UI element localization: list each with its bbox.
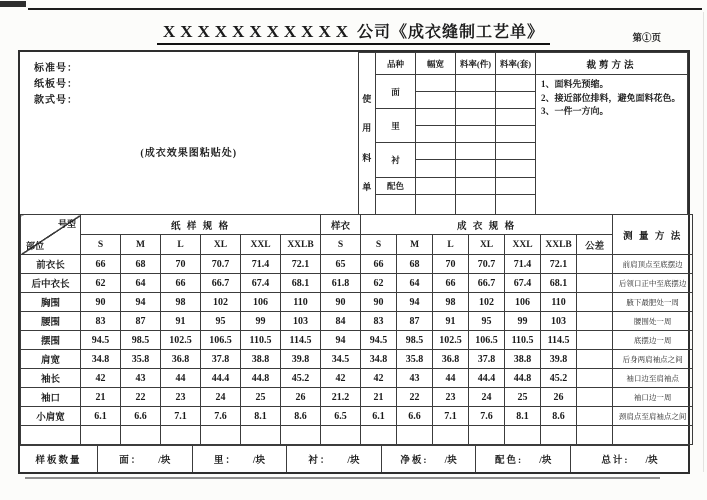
garment-spec-value: 70.7 [469,255,505,274]
empty-cell [416,75,456,92]
garment-spec-value: 22 [397,388,433,407]
fabric-row-label: 配色 [376,178,416,195]
garment-spec-value: 87 [397,312,433,331]
garment-spec-value: 114.5 [541,331,577,350]
board-no-label: 纸板号： [34,79,78,90]
footer-item [193,446,288,472]
paper-spec-value: 87 [121,312,161,331]
paper-spec-value: 68.1 [281,274,321,293]
paper-spec-value: 66.7 [201,274,241,293]
page-number: 第①页 [632,34,661,44]
garment-spec-value: 68 [397,255,433,274]
garment-spec-value: 66.7 [469,274,505,293]
size-spec-table [20,214,693,445]
garment-spec-value: 37.8 [469,350,505,369]
empty-cell [416,92,456,109]
fabric-row-label: 面 [376,75,416,109]
size-table-row [21,407,693,426]
paper-spec-value: 71.4 [241,255,281,274]
fabric-row-label: 里 [376,109,416,143]
size-header: XL [201,235,241,255]
garment-spec-value: 102 [469,293,505,312]
part-name: 袖口 [21,388,81,407]
empty-cell [496,92,536,109]
sample-value: 84 [321,312,361,331]
paper-spec-value: 44.4 [201,369,241,388]
garment-spec-value: 23 [433,388,469,407]
paper-spec-value: 110 [281,293,321,312]
vertical-label-char: 使 [362,93,372,104]
measure-method: 袖口边一周 [613,388,693,407]
paper-spec-value: 67.4 [241,274,281,293]
garment-spec-value: 110.5 [505,331,541,350]
paper-spec-value: 98 [161,293,201,312]
size-table-row [21,388,693,407]
footer-item-value: /块 [539,456,552,466]
vertical-label-char: 料 [362,152,372,163]
empty-cell [416,178,456,195]
garment-spec-value: 91 [433,312,469,331]
group-header-garment: 成 衣 规 格 [361,215,613,235]
paper-spec-value [241,426,281,445]
garment-spec-value: 83 [361,312,397,331]
empty-cell [456,143,496,160]
paper-spec-value: 38.8 [241,350,281,369]
paper-spec-value: 43 [121,369,161,388]
tolerance-value [577,274,613,293]
cutting-step: 2、接近部位排料，避免面料花色。 [541,92,681,103]
sketch-placeholder: (成衣效果图粘贴处) [140,148,238,159]
garment-spec-value: 98 [433,293,469,312]
paper-spec-value: 99 [241,312,281,331]
paper-spec-value: 83 [81,312,121,331]
paper-spec-value [201,426,241,445]
paper-spec-value: 95 [201,312,241,331]
tolerance-value [577,426,613,445]
sample-value: 21.2 [321,388,361,407]
tolerance-value [577,407,613,426]
footer-item [382,446,477,472]
corner-label-size: 号型 [57,219,76,229]
measure-method [613,426,693,445]
paper-spec-value [121,426,161,445]
paper-spec-value: 39.8 [281,350,321,369]
sample-value [321,426,361,445]
garment-spec-value: 67.4 [505,274,541,293]
garment-spec-value: 102.5 [433,331,469,350]
size-header: L [161,235,201,255]
garment-spec-value: 64 [397,274,433,293]
empty-cell [456,126,496,143]
paper-spec-value: 98.5 [121,331,161,350]
paper-spec-value: 25 [241,388,281,407]
paper-spec-value: 90 [81,293,121,312]
garment-spec-value: 90 [361,293,397,312]
footer-item-label: 面： [119,456,143,466]
empty-cell [376,195,416,215]
empty-cell [456,92,496,109]
paper-spec-value: 24 [201,388,241,407]
paper-spec-value: 35.8 [121,350,161,369]
garment-spec-value: 72.1 [541,255,577,274]
company-placeholder: XXXXXXXXXXX [162,22,354,41]
footer-item [287,446,382,472]
size-header: S [361,235,397,255]
empty-cell [496,109,536,126]
paper-spec-value: 70.7 [201,255,241,274]
size-table-row [21,350,693,369]
garment-spec-value: 8.6 [541,407,577,426]
tolerance-header: 公差 [577,235,613,255]
footer-item [98,446,193,472]
sample-value: 6.5 [321,407,361,426]
size-header: XXL [505,235,541,255]
paper-spec-value: 7.1 [161,407,201,426]
size-table-row [21,426,693,445]
paper-spec-value: 94.5 [81,331,121,350]
garment-spec-value: 38.8 [505,350,541,369]
part-name: 袖长 [21,369,81,388]
garment-spec-value: 24 [469,388,505,407]
tolerance-value [577,350,613,369]
paper-spec-value: 91 [161,312,201,331]
paper-spec-value: 26 [281,388,321,407]
garment-spec-value: 7.1 [433,407,469,426]
garment-spec-value: 7.6 [469,407,505,426]
empty-cell [416,195,456,215]
size-table-row [21,293,693,312]
paper-spec-value: 8.6 [281,407,321,426]
paper-spec-value: 64 [121,274,161,293]
cutting-step: 1、面料先预缩。 [541,79,609,89]
paper-spec-value [161,426,201,445]
garment-spec-value: 106.5 [469,331,505,350]
fabric-col-header: 料率(件) [456,53,496,75]
fabric-col-header: 幅宽 [416,53,456,75]
paper-spec-value: 23 [161,388,201,407]
fabric-col-header: 品种 [376,53,416,75]
empty-cell [496,195,536,215]
fabric-vertical-label-cell [359,53,376,215]
empty-cell [496,75,536,92]
cutting-method-cell [536,75,688,215]
empty-cell [416,160,456,178]
part-name: 小肩宽 [21,407,81,426]
size-header: S [81,235,121,255]
tolerance-value [577,255,613,274]
paper-spec-value: 68 [121,255,161,274]
empty-cell [456,109,496,126]
bottom-rule [25,477,660,479]
paper-spec-value: 114.5 [281,331,321,350]
footer-item [476,446,571,472]
part-name [21,426,81,445]
paper-spec-value: 22 [121,388,161,407]
paper-spec-value: 62 [81,274,121,293]
paper-spec-value: 70 [161,255,201,274]
footer-item-label: 里： [213,456,237,466]
footer-label: 样板数量 [20,446,98,472]
tolerance-value [577,369,613,388]
garment-spec-value: 94.5 [361,331,397,350]
empty-cell [456,195,496,215]
garment-spec-value: 110 [541,293,577,312]
page-title [157,19,550,45]
cutting-step: 3、一件一方向。 [541,106,609,116]
garment-spec-value: 62 [361,274,397,293]
part-name: 肩宽 [21,350,81,369]
info-labels [20,52,358,109]
tolerance-value [577,293,613,312]
garment-spec-value [469,426,505,445]
top-rule [28,8,702,10]
sample-value: 65 [321,255,361,274]
measure-method: 袖口边至肩袖点 [613,369,693,388]
size-header: XL [469,235,505,255]
footer-item-value: /块 [347,456,360,466]
size-header: XXL [241,235,281,255]
vertical-label-char: 单 [362,182,372,193]
garment-spec-value: 44 [433,369,469,388]
garment-spec-value: 98.5 [397,331,433,350]
fabric-col-header: 料率(套) [496,53,536,75]
garment-spec-value: 35.8 [397,350,433,369]
garment-spec-value: 44.4 [469,369,505,388]
tolerance-value [577,388,613,407]
paper-spec-value: 66 [161,274,201,293]
footer-item-label: 配色: [495,456,524,466]
size-table-row [21,312,693,331]
sample-value: 90 [321,293,361,312]
paper-spec-value: 66 [81,255,121,274]
paper-spec-value: 102.5 [161,331,201,350]
empty-cell [416,126,456,143]
paper-spec-value: 7.6 [201,407,241,426]
group-header-paper: 纸 样 规 格 [81,215,321,235]
empty-cell [496,126,536,143]
garment-spec-value: 21 [361,388,397,407]
process-sheet-table [18,50,690,474]
footer-item-value: /块 [252,456,265,466]
sample-size-header: S [321,235,361,255]
garment-spec-value: 71.4 [505,255,541,274]
paper-spec-value [281,426,321,445]
fabric-row-label: 衬 [376,143,416,178]
footer-item-label: 衬： [308,456,332,466]
empty-cell [416,143,456,160]
tolerance-value [577,312,613,331]
vertical-label-char: 用 [362,123,372,134]
footer-item-label: 净板: [400,456,429,466]
garment-spec-value: 39.8 [541,350,577,369]
scan-corner-mark [0,1,26,7]
size-header: XXLB [281,235,321,255]
garment-spec-value [505,426,541,445]
garment-spec-value: 68.1 [541,274,577,293]
sample-value: 34.5 [321,350,361,369]
garment-spec-value: 45.2 [541,369,577,388]
paper-spec-value: 106.5 [201,331,241,350]
footer-item-value: /块 [444,456,457,466]
empty-cell [456,178,496,195]
footer-row [20,445,688,472]
paper-spec-value: 6.6 [121,407,161,426]
empty-cell [416,109,456,126]
garment-spec-value [433,426,469,445]
size-header: L [433,235,469,255]
paper-spec-value: 37.8 [201,350,241,369]
garment-spec-value: 44.8 [505,369,541,388]
corner-cell [21,215,81,255]
garment-spec-value: 6.1 [361,407,397,426]
group-header-measure: 测 量 方 法 [613,215,693,255]
style-no-label: 款式号： [34,95,78,106]
paper-spec-value: 36.8 [161,350,201,369]
paper-spec-value: 45.2 [281,369,321,388]
paper-spec-value: 8.1 [241,407,281,426]
measure-method: 腋下最肥处一周 [613,293,693,312]
empty-cell [496,160,536,178]
paper-spec-value: 94 [121,293,161,312]
part-name: 后中衣长 [21,274,81,293]
garment-spec-value: 42 [361,369,397,388]
garment-spec-value: 25 [505,388,541,407]
empty-cell [456,160,496,178]
document-header [0,19,707,45]
garment-spec-value: 43 [397,369,433,388]
footer-item-value: /块 [645,456,658,466]
paper-spec-value: 42 [81,369,121,388]
paper-spec-value: 72.1 [281,255,321,274]
scan-edge-line [703,12,704,472]
size-header: M [397,235,433,255]
garment-spec-value: 8.1 [505,407,541,426]
size-table-row [21,274,693,293]
footer-item-label: 总计: [601,456,630,466]
measure-method: 后领口正中至底摆边 [613,274,693,293]
info-panel [20,52,359,214]
garment-spec-value [361,426,397,445]
paper-spec-value: 21 [81,388,121,407]
measure-method: 腰围处一周 [613,312,693,331]
footer-item-value: /块 [158,456,171,466]
cutting-steps [536,75,687,119]
size-table-row [21,331,693,350]
paper-spec-value: 102 [201,293,241,312]
garment-spec-value: 66 [433,274,469,293]
garment-spec-value: 36.8 [433,350,469,369]
fabric-vertical-label [359,58,376,210]
standard-no-label: 标准号： [34,63,78,74]
size-table-row [21,369,693,388]
sample-value: 94 [321,331,361,350]
garment-spec-value: 34.8 [361,350,397,369]
size-table-row [21,255,693,274]
paper-spec-value: 44.8 [241,369,281,388]
garment-spec-value: 70 [433,255,469,274]
empty-cell [456,75,496,92]
paper-spec-value: 44 [161,369,201,388]
cutting-method-header: 裁剪方法 [536,53,688,75]
garment-spec-value [541,426,577,445]
document-title-text: 公司《成衣缝制工艺单》 [357,24,545,41]
footer-item [571,446,688,472]
paper-spec-value: 103 [281,312,321,331]
paper-spec-value: 6.1 [81,407,121,426]
measure-method: 底摆边一周 [613,331,693,350]
garment-spec-value: 26 [541,388,577,407]
garment-spec-value: 106 [505,293,541,312]
measure-method: 颈肩点至肩袖点之间 [613,407,693,426]
paper-spec-value: 106 [241,293,281,312]
garment-spec-value: 6.6 [397,407,433,426]
garment-spec-value [397,426,433,445]
part-name: 胸围 [21,293,81,312]
size-header: M [121,235,161,255]
part-name: 前衣长 [21,255,81,274]
paper-spec-value: 34.8 [81,350,121,369]
measure-method: 后身两肩袖点之间 [613,350,693,369]
part-name: 腰围 [21,312,81,331]
size-header: XXLB [541,235,577,255]
part-name: 摆围 [21,331,81,350]
garment-spec-value: 66 [361,255,397,274]
tolerance-value [577,331,613,350]
fabric-panel [359,52,689,214]
garment-spec-value: 99 [505,312,541,331]
corner-label-part: 部位 [26,241,45,251]
top-section [20,52,688,214]
paper-spec-value [81,426,121,445]
group-header-sample: 样衣 [321,215,361,235]
empty-cell [496,143,536,160]
garment-spec-value: 95 [469,312,505,331]
sample-value: 42 [321,369,361,388]
garment-spec-value: 94 [397,293,433,312]
garment-spec-value: 103 [541,312,577,331]
measure-method: 前肩顶点至底摆边 [613,255,693,274]
paper-spec-value: 110.5 [241,331,281,350]
empty-cell [496,178,536,195]
sample-value: 61.8 [321,274,361,293]
